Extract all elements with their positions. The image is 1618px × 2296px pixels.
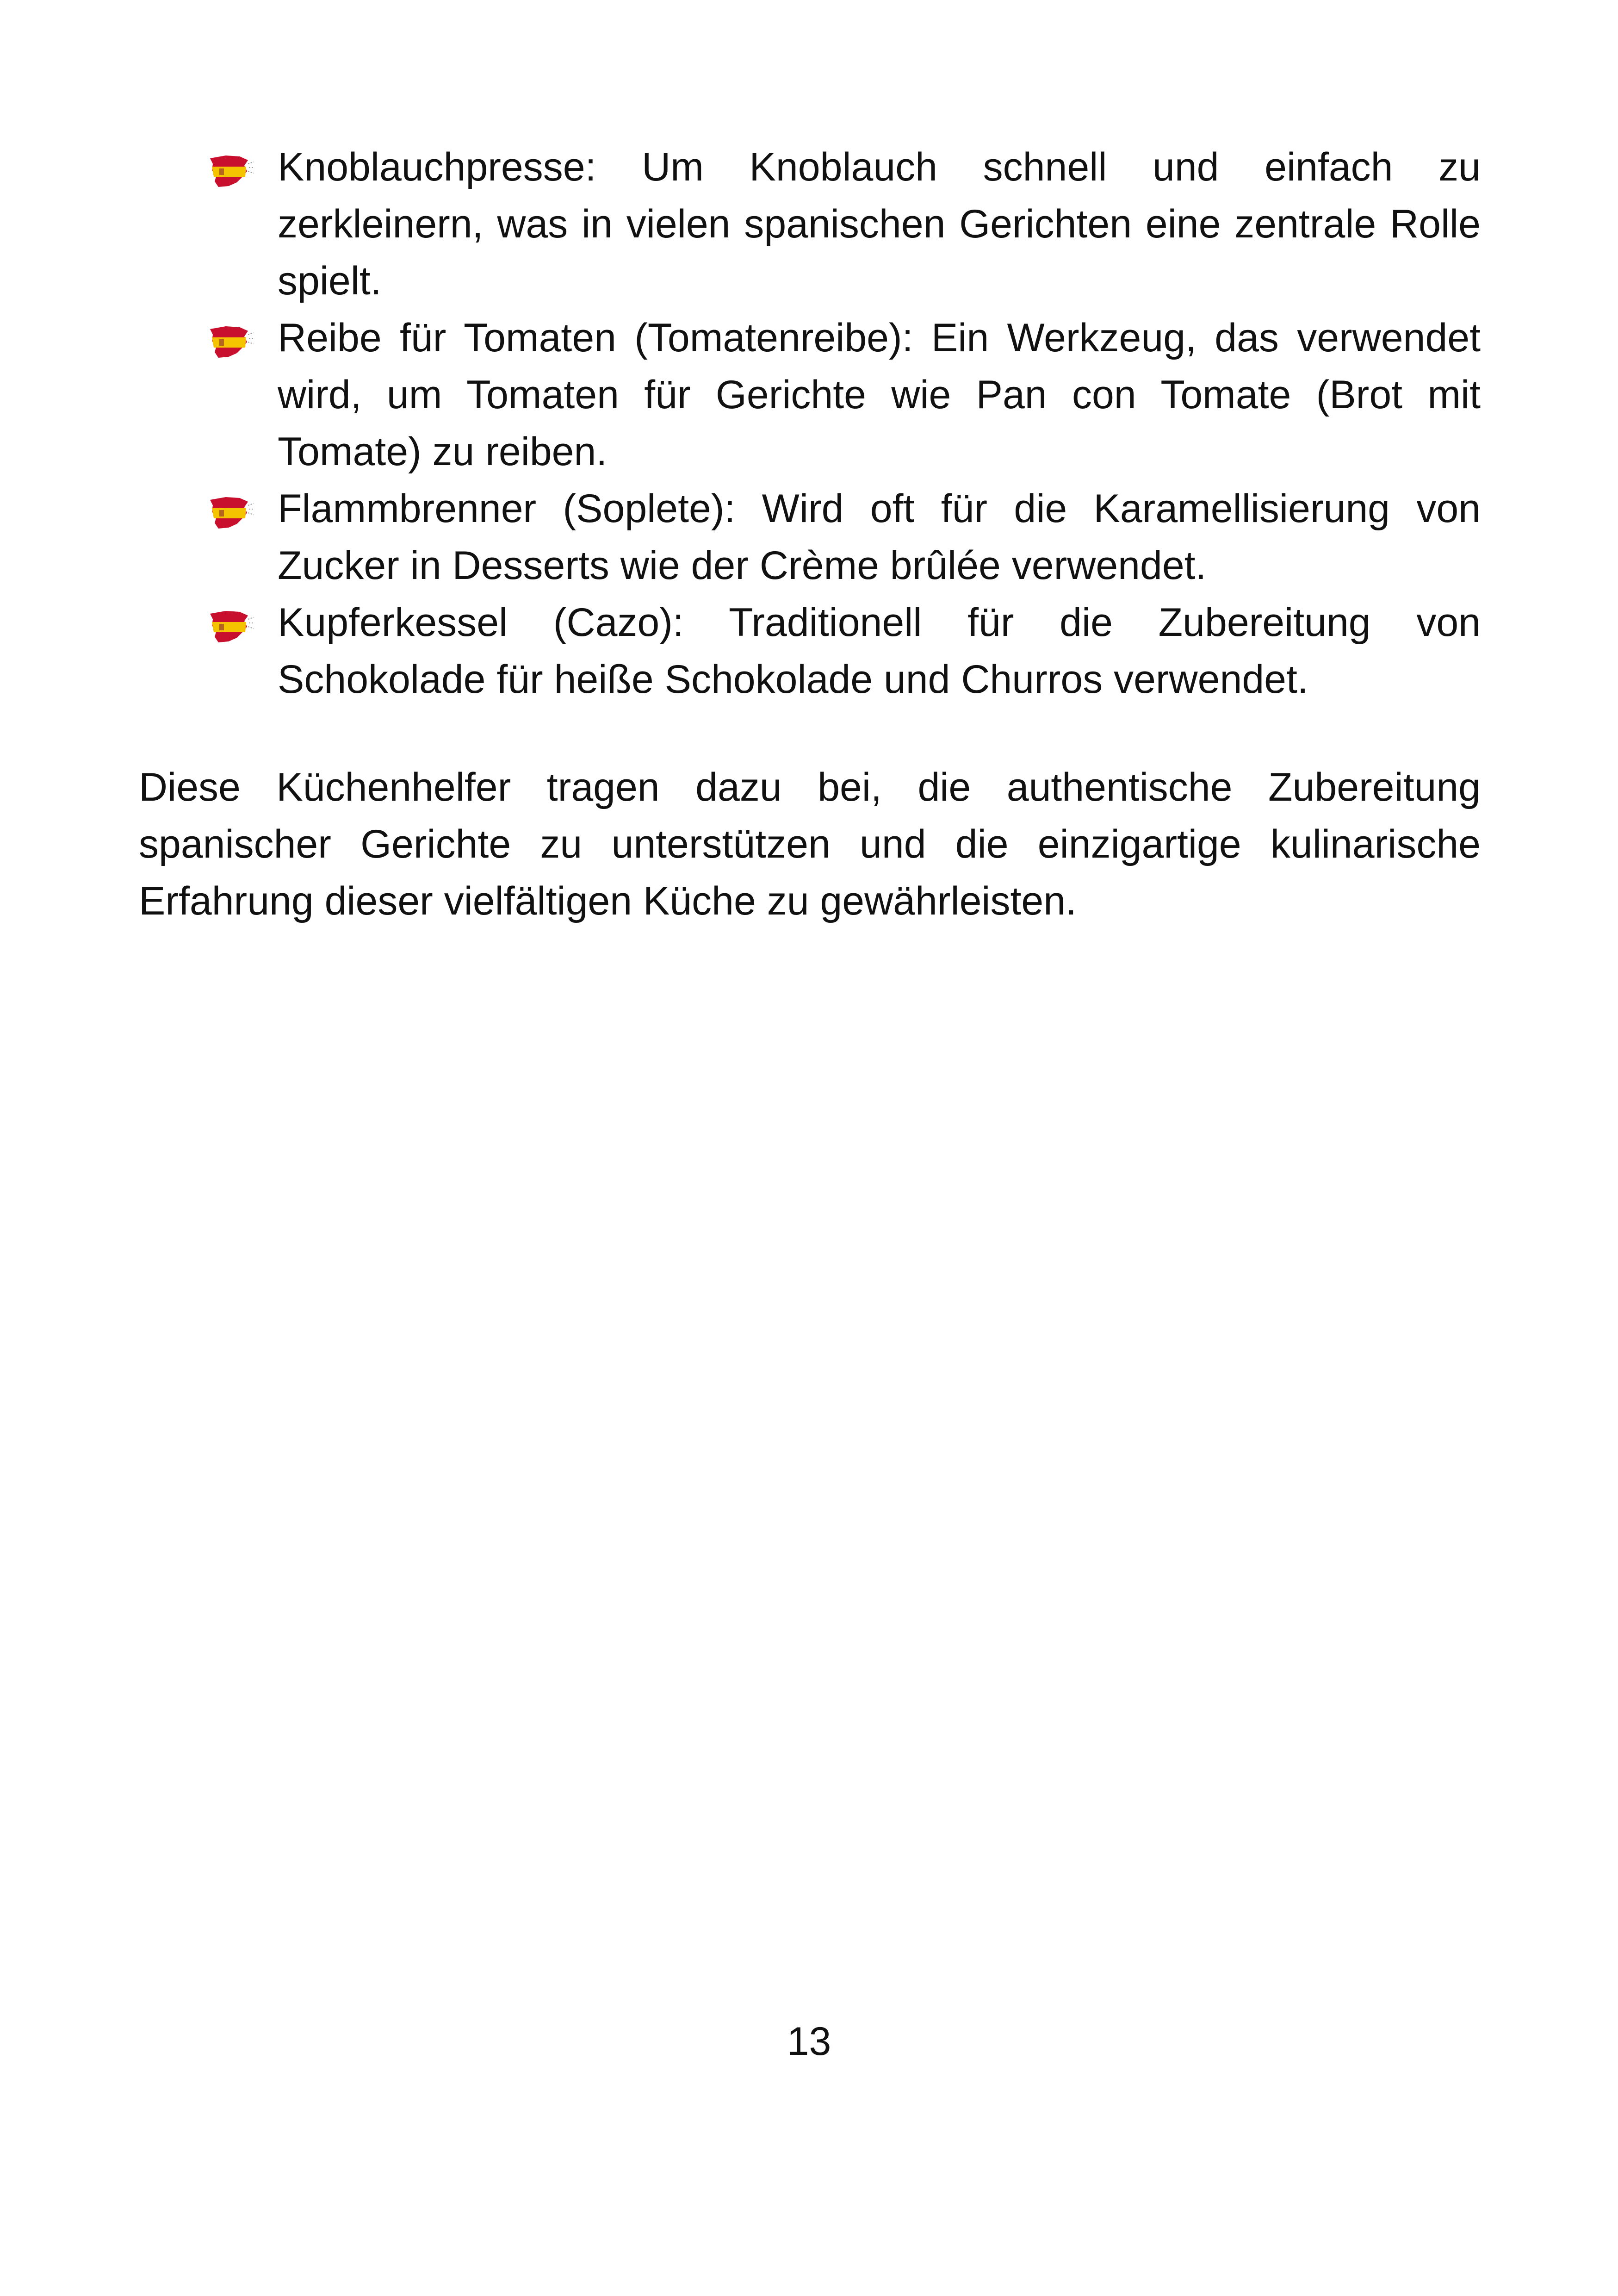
list-item-text: Kupferkessel (Cazo): Traditionell für die Zubereitung von Schokolade für heiße Schokolade und Churros verwendet.	[278, 600, 1481, 702]
spain-flag-map-icon	[207, 604, 255, 641]
spain-flag-map-icon	[207, 149, 255, 186]
spain-flag-map-icon	[207, 320, 255, 357]
kitchen-tools-list	[204, 139, 1481, 708]
list-item-text: Reibe für Tomaten (Tomatenreibe): Ein Werkzeug, das verwendet wird, um Tomaten für Gerichte wie Pan con Tomate (Brot mit Tomate) zu reiben.	[278, 316, 1481, 474]
list-item-text: Flammbrenner (Soplete): Wird oft für die Karamellisierung von Zucker in Desserts wie der Crème brûlée verwendet.	[278, 486, 1481, 588]
list-item	[204, 310, 1481, 480]
body-paragraph: Diese Küchenhelfer tragen dazu bei, die authentische Zubereitung spanischer Gerichte zu unterstützen und die einzigartige kulinarische Erfahrung dieser vielfältigen Küche zu gewährleisten.	[139, 765, 1481, 923]
list-item	[204, 594, 1481, 708]
spain-flag-map-icon	[207, 491, 255, 528]
page-number: 13	[787, 2019, 831, 2064]
list-item	[204, 480, 1481, 594]
list-item	[204, 139, 1481, 310]
list-item-text: Knoblauchpresse: Um Knoblauch schnell und einfach zu zerkleinern, was in vielen spanischen Gerichten eine zentrale Rolle spielt.	[278, 145, 1481, 303]
